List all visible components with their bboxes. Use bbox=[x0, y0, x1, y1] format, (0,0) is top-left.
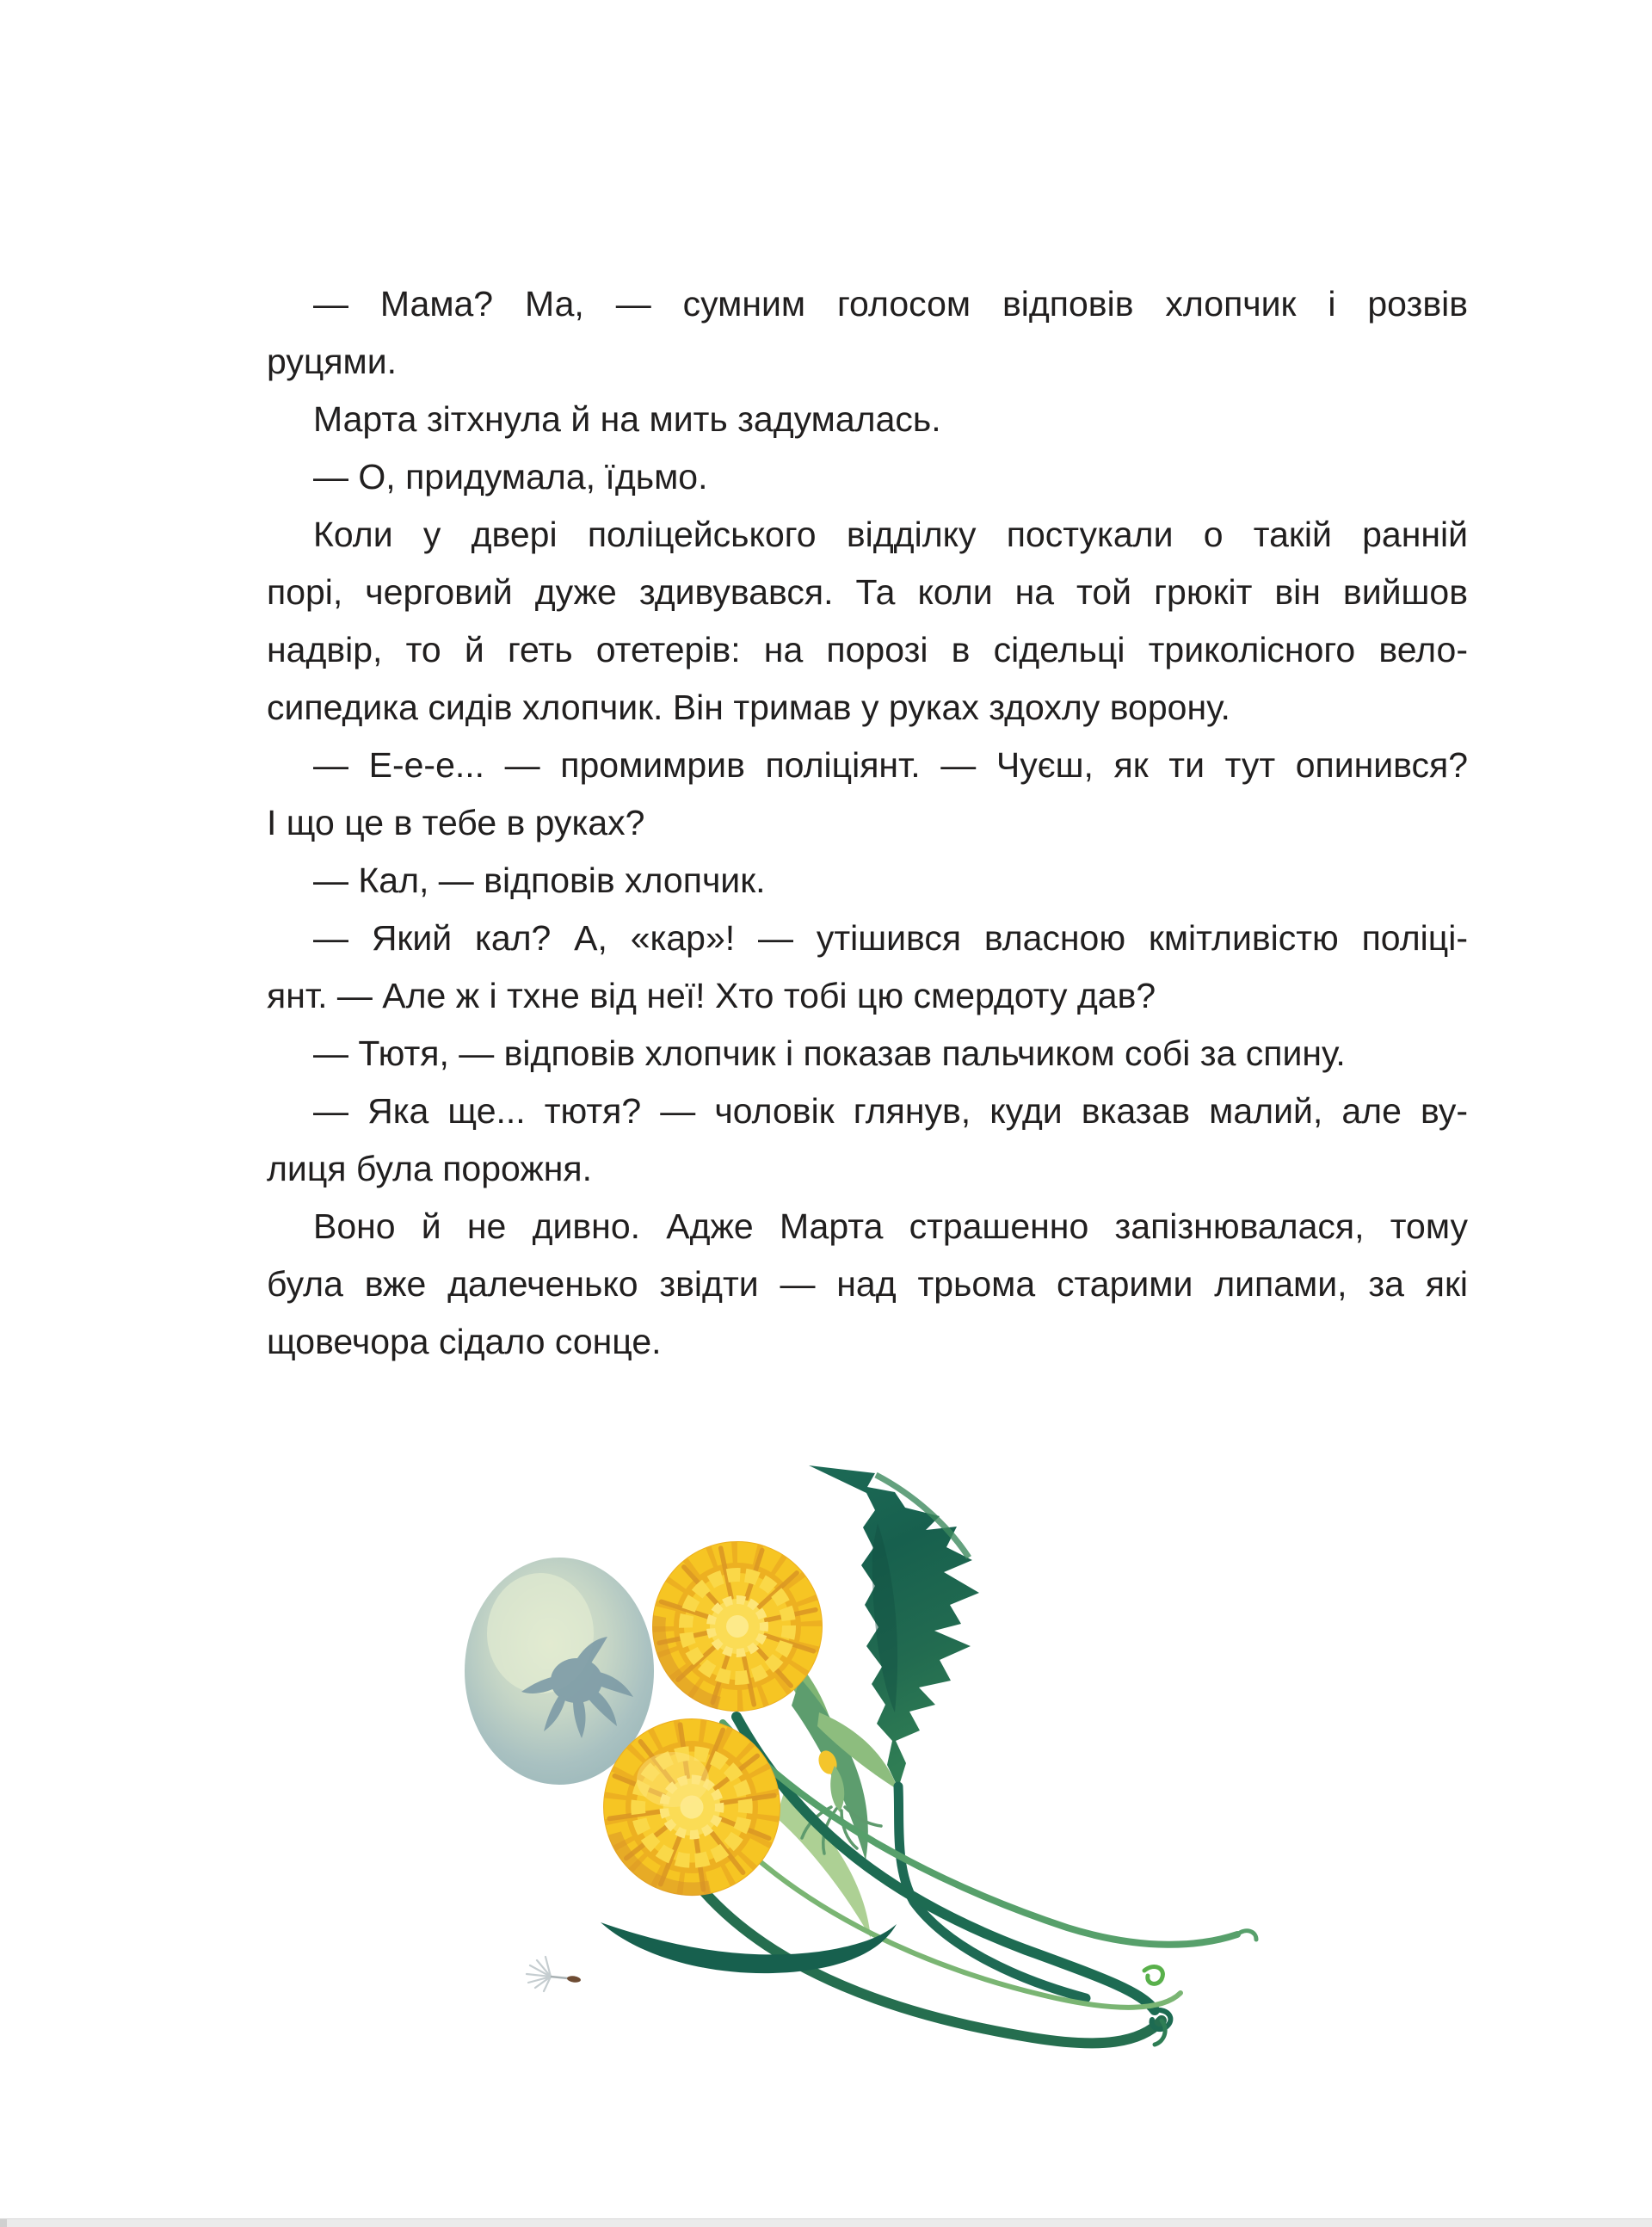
text-line: — О, придумала, їдьмо. bbox=[313, 457, 708, 497]
stems bbox=[704, 1717, 1256, 2045]
story-text bbox=[267, 275, 1468, 1371]
text-line: — Е-е-е... — промимрив поліціянт. — Чуєш, як ти тут опинився? bbox=[313, 745, 1468, 785]
text-line: — Яка ще... тютя? — чоловік глянув, куди вказав малий, але ву- bbox=[313, 1091, 1468, 1131]
text-line: Коли у двері поліцейського відділку постукали о такій ранній bbox=[313, 515, 1468, 554]
text-line: І що це в тебе в руках? bbox=[267, 803, 645, 842]
text-line: янт. — Але ж і тхне від неї! Хто тобі цю смердоту дав? bbox=[267, 976, 1156, 1015]
dandelion-seed bbox=[527, 1957, 581, 1991]
text-line: — Який кал? А, «кар»! — утішився власною кмітливістю поліці- bbox=[313, 918, 1468, 958]
text-line: Воно й не дивно. Адже Марта страшенно запізнювалася, тому bbox=[313, 1206, 1468, 1246]
text-line: сипедика сидів хлопчик. Він тримав у руках здохлу ворону. bbox=[267, 688, 1230, 727]
text-line: — Мама? Ма, — сумним голосом відповів хлопчик і розвів bbox=[313, 284, 1468, 324]
dandelion-illustration bbox=[430, 1420, 1291, 2108]
text-line: Марта зітхнула й на мить задумалась. bbox=[313, 399, 941, 439]
text-line: надвір, то й геть отетерів: на порозі в сідельці триколісного вело- bbox=[267, 630, 1468, 669]
horizontal-scrollbar[interactable] bbox=[0, 2218, 1652, 2227]
text-line: була вже далеченько звідти — над трьома старими липами, за які bbox=[267, 1264, 1468, 1304]
text-line: руцями. bbox=[267, 342, 398, 381]
text-line: порі, черговий дуже здивувався. Та коли на той грюкіт він вийшов bbox=[267, 572, 1468, 612]
text-line: лиця була порожня. bbox=[267, 1149, 593, 1188]
scrollbar-notch[interactable] bbox=[0, 2219, 7, 2227]
text-line: — Тютя, — відповів хлопчик і показав пальчиком собі за спину. bbox=[313, 1033, 1346, 1073]
text-line: — Кал, — відповів хлопчик. bbox=[313, 861, 766, 900]
text-line: щовечора сідало сонце. bbox=[267, 1322, 662, 1361]
